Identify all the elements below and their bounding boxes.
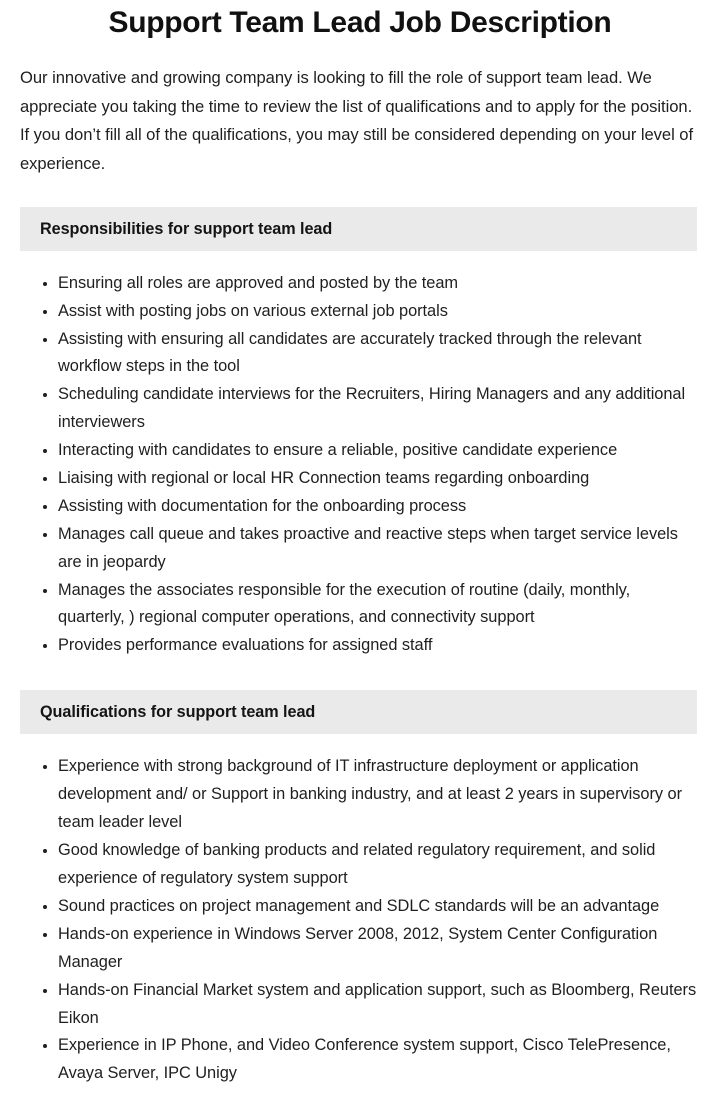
list-item: Manages call queue and takes proactive and reactive steps when target service levels are in jeopardy [0, 521, 720, 577]
page-bottom-spacer [0, 1090, 720, 1116]
list-item: Hands-on Financial Market system and application support, such as Bloomberg, Reuters Eikon [0, 977, 720, 1033]
list-item: Sound practices on project management and SDLC standards will be an advantage [0, 893, 720, 921]
section-qualifications [0, 690, 720, 1090]
intro-paragraph: Our innovative and growing company is looking to fill the role of support team lead. We appreciate you taking the time to review the list of qualifications and to apply for the position. If you don’t fill all of the qualifications, you may still be considered depending on your level of experience. [20, 68, 694, 173]
list-item: Scheduling candidate interviews for the Recruiters, Hiring Managers and any additional interviewers [0, 381, 720, 437]
list-item: Assisting with ensuring all candidates are accurately tracked through the relevant workflow steps in the tool [0, 326, 720, 382]
qualifications-list [0, 734, 720, 1088]
list-item: Assist with posting jobs on various external job portals [0, 298, 720, 326]
responsibilities-body [0, 251, 720, 662]
list-item: Manages the associates responsible for the execution of routine (daily, monthly, quarterly, ) regional computer operations, and connectivity support [0, 577, 720, 633]
section-responsibilities [0, 207, 720, 663]
list-item: Good knowledge of banking products and related regulatory requirement, and solid experience of regulatory system support [0, 837, 720, 893]
qualifications-body [0, 734, 720, 1090]
list-item: Experience with strong background of IT infrastructure deployment or application development and/ or Support in banking industry, and at least 2 years in supervisory or team leader level [0, 753, 720, 837]
list-item: Provides performance evaluations for assigned staff [0, 632, 720, 660]
section-heading-responsibilities: Responsibilities for support team lead [20, 207, 697, 251]
list-item: Hands-on experience in Windows Server 2008, 2012, System Center Configuration Manager [0, 921, 720, 977]
list-item: Interacting with candidates to ensure a reliable, positive candidate experience [0, 437, 720, 465]
section-heading-qualifications: Qualifications for support team lead [20, 690, 697, 734]
list-item: Liaising with regional or local HR Connection teams regarding onboarding [0, 465, 720, 493]
responsibilities-list [0, 251, 720, 660]
list-item: Experience in IP Phone, and Video Conference system support, Cisco TelePresence, Avaya Server, IPC Unigy [0, 1032, 720, 1088]
list-item: Ensuring all roles are approved and posted by the team [0, 270, 720, 298]
page-title: Support Team Lead Job Description [108, 6, 612, 39]
list-item: Assisting with documentation for the onboarding process [0, 493, 720, 521]
